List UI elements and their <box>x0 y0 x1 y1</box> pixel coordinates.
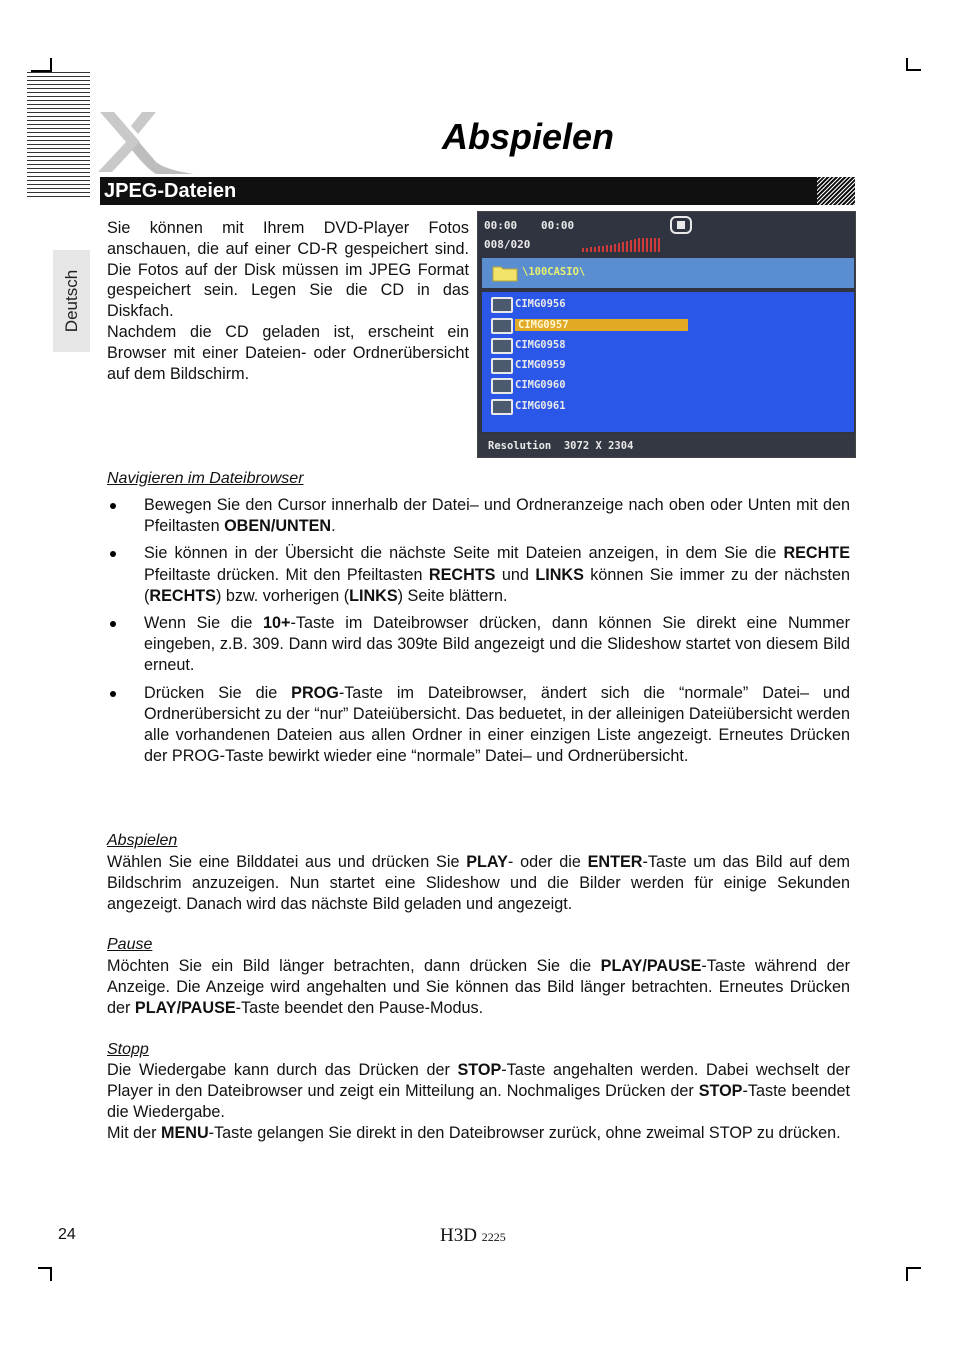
text-run: -Taste angehalten werden. Dabei wechselt der Player in den Dateibrowser und zeigt ein Mitteilung an. Nochmaliges Drücken der <box>107 1061 850 1100</box>
text-run: -Taste beendet die Wiedergabe. <box>107 1081 850 1121</box>
file-item <box>491 398 791 416</box>
subheading-navigate: Navigieren im Dateibrowser <box>107 470 304 487</box>
model-number: 2225 <box>481 1230 506 1244</box>
folder-name: \100CASIO\ <box>522 266 586 278</box>
pause-paragraph <box>107 956 850 1018</box>
key-name: LINKS <box>349 586 398 605</box>
folder-row <box>482 258 854 288</box>
bullet-item <box>107 495 850 537</box>
navigate-bullets <box>107 495 850 773</box>
key-name: STOP <box>698 1081 743 1100</box>
key-name: LINKS <box>535 565 584 584</box>
dvd-browser-screenshot <box>477 211 856 458</box>
file-name: CIMG0960 <box>515 379 566 391</box>
file-item <box>491 296 791 314</box>
play-paragraph <box>107 852 850 914</box>
subheading-pause: Pause <box>107 936 153 953</box>
text-run: können Sie immer zu der nächsten ( <box>144 565 850 605</box>
key-name: STOP <box>457 1061 502 1079</box>
time-total: 00:00 <box>541 219 575 232</box>
key-name: 10+ <box>263 614 291 633</box>
text-run: -Taste während der Anzeige. Die Anzeige wird angehalten und Sie können das Bild länger betrachten. Erneutes Drücken der <box>107 957 850 1017</box>
camera-icon <box>491 399 513 415</box>
file-item-selected <box>491 317 791 335</box>
section-heading-bar <box>100 177 855 205</box>
key-name: PLAY/PAUSE <box>134 998 236 1017</box>
text-run: ) Seite blättern. <box>397 586 508 605</box>
page-title: Abspielen <box>442 116 615 157</box>
file-name: CIMG0961 <box>515 400 566 412</box>
model-prefix: H3D <box>440 1225 477 1246</box>
text-run: -Taste im Dateibrowser, ändert sich die “normale” Datei– und Ordnerübersicht zu der “nur” Dateiübersicht. Das beduetet, in der alleinigen Dateiübersicht werden alle vorhandenen Dateien aus allen Ordner in einer einzigen Liste angezeigt. Erneutes Drücken der PROG-Taste bewirkt wieder eine “normale” Datei– und Ordnerübersicht. <box>144 683 850 766</box>
subheading-stop: Stopp <box>107 1041 149 1058</box>
stop-status-icon <box>670 216 692 234</box>
camera-icon <box>491 358 513 374</box>
crop-mark <box>906 1267 921 1269</box>
camera-icon <box>491 318 513 334</box>
file-name: CIMG0958 <box>515 339 566 351</box>
bullet-dot <box>110 551 116 557</box>
crop-mark <box>50 58 52 72</box>
intro-text <box>107 218 469 384</box>
text-run: Pfeiltaste drücken. Mit den Pfeiltasten <box>144 565 429 584</box>
crop-mark <box>906 1267 908 1281</box>
language-tab-label: Deutsch <box>61 269 81 333</box>
bullet-item <box>107 543 850 607</box>
bullet-item <box>107 613 850 677</box>
file-name: CIMG0959 <box>515 359 566 371</box>
file-item <box>491 357 791 375</box>
text-run: und <box>495 565 536 584</box>
text-run: -Taste beendet den Pause-Modus. <box>235 998 484 1017</box>
camera-icon <box>491 338 513 354</box>
key-name: OBEN/UNTEN <box>224 517 332 536</box>
bullet-dot <box>110 503 116 509</box>
text-run: Möchten Sie ein Bild länger betrachten, dann drücken Sie die <box>107 957 601 975</box>
text-run: ) bzw. vorherigen ( <box>215 586 350 605</box>
text-run: -Taste um das Bild auf dem Bildschrim anzuzeigen. Nun startet eine Slideshow und die Bilder werden für einige Sekunden angezeigt. Danach wird das nächste Bild geladen und angezeigt. <box>107 853 850 913</box>
text-run: Die Wiedergabe kann durch das Drücken der <box>107 1061 458 1079</box>
language-tab <box>53 250 90 352</box>
intro-paragraph: Sie können mit Ihrem DVD-Player Fotos anschauen, die auf einer CD-R gespeichert sind. Die Fotos auf der Disk müssen im JPEG Format gespeichert sein. Legen Sie die CD in das Diskfach. <box>107 219 469 321</box>
file-name: CIMG0957 <box>515 319 688 331</box>
text-run: Bewegen Sie den Cursor innerhalb der Datei– und Ordneranzeige nach oben oder Unten mit den Pfeiltasten <box>144 496 850 536</box>
text-run: Wählen Sie eine Bilddatei aus und drücken Sie <box>107 853 467 871</box>
text-run: Wenn Sie die <box>144 614 264 633</box>
file-counter: 008/020 <box>484 238 531 251</box>
key-name: ENTER <box>587 853 643 871</box>
page-number: 24 <box>58 1226 76 1243</box>
stop-paragraph <box>107 1060 850 1122</box>
text-run: - oder die <box>507 853 588 871</box>
brand-logo-icon <box>96 106 196 176</box>
key-name: RECHTS <box>428 565 496 584</box>
file-list <box>482 292 854 432</box>
key-name: PLAY/PAUSE <box>600 957 702 975</box>
file-item <box>491 337 791 355</box>
level-meter-icon <box>582 238 662 252</box>
bullet-dot <box>110 691 116 697</box>
subheading-play: Abspielen <box>107 832 178 849</box>
key-name: PROG <box>291 683 339 702</box>
key-name: RECHTE <box>783 544 850 563</box>
bullet-item <box>107 683 850 768</box>
time-elapsed: 00:00 <box>484 219 518 232</box>
text-run: -Taste gelangen Sie direkt in den Dateibrowser zurück, ohne zweimal STOP zu drücken. <box>208 1124 841 1142</box>
camera-icon <box>491 378 513 394</box>
key-name: RECHTS <box>149 586 216 605</box>
model-footer <box>440 1225 506 1247</box>
key-name: MENU <box>160 1124 209 1142</box>
text-run: Drücken Sie die <box>144 683 292 702</box>
crop-mark <box>50 1267 52 1281</box>
header-stripes <box>27 72 90 200</box>
file-name: CIMG0956 <box>515 298 566 310</box>
camera-icon <box>491 297 513 313</box>
intro-paragraph: Nachdem die CD geladen ist, erscheint ein Browser mit einer Dateien- oder Ordnerübersicht auf dem Bildschirm. <box>107 322 469 383</box>
section-heading: JPEG-Dateien <box>104 180 237 202</box>
menu-paragraph <box>107 1123 850 1144</box>
file-item <box>491 377 791 395</box>
key-name: PLAY <box>466 853 508 871</box>
text-run: Sie können in der Übersicht die nächste Seite mit Dateien anzeigen, in dem Sie die <box>144 544 784 563</box>
text-run: -Taste im Dateibrowser drücken, dann können Sie direkt eine Nummer eingeben, z.B. 309. Dann wird das 309te Bild angezeigt und die Slideshow startet von diesem Bild erneut. <box>144 614 851 675</box>
resolution-readout: Resolution 3072 X 2304 <box>488 440 634 452</box>
crop-mark <box>906 69 921 71</box>
text-run: Mit der <box>107 1124 161 1142</box>
folder-icon <box>492 264 518 282</box>
bullet-dot <box>110 621 116 627</box>
heading-hatch <box>817 177 855 205</box>
status-bar <box>478 434 856 458</box>
text-run: . <box>331 517 336 536</box>
